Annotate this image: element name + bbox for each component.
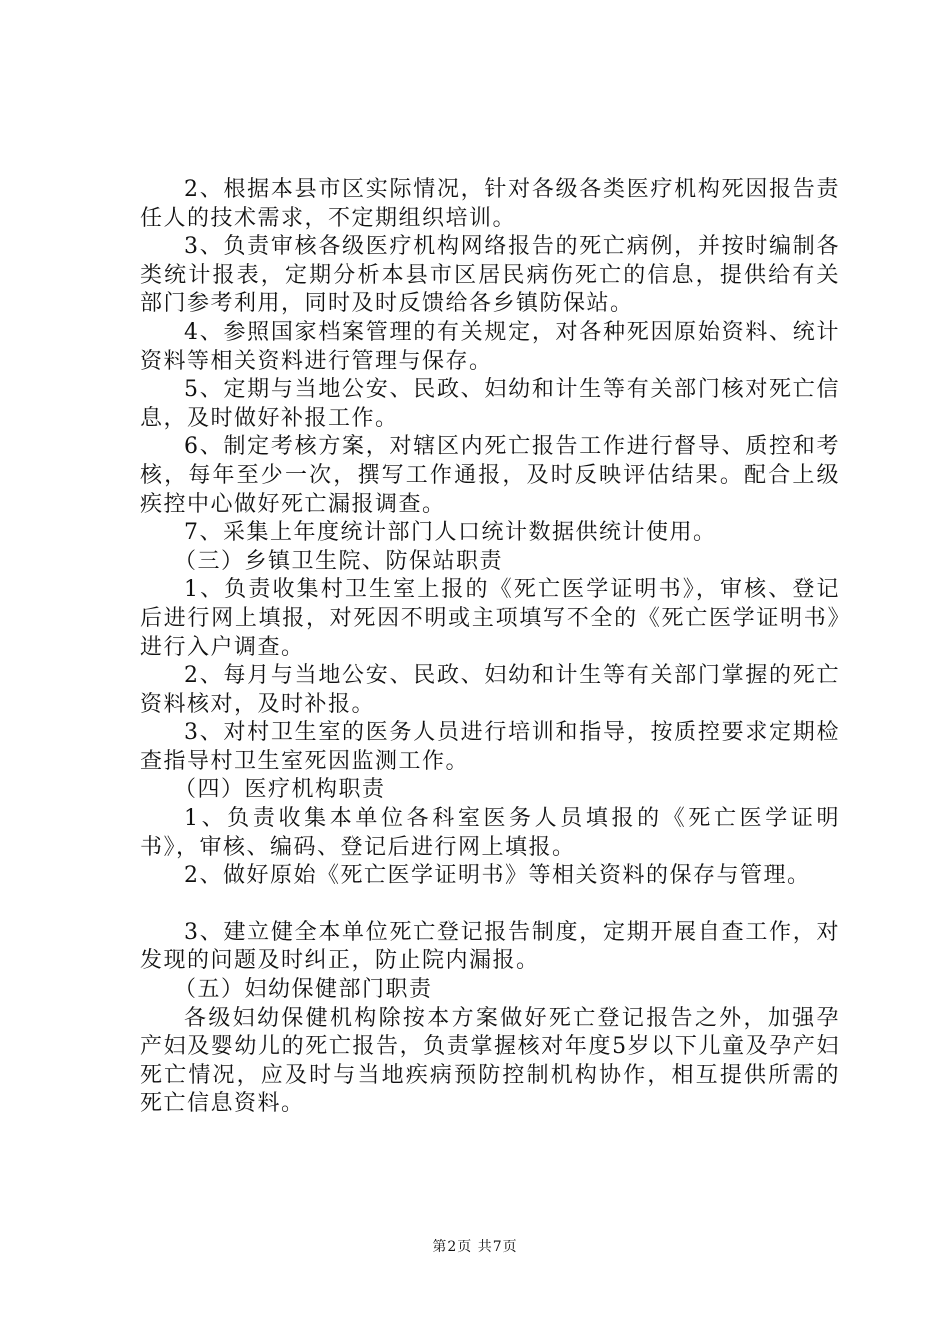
section3-item-3: 3、对村卫生室的医务人员进行培训和指导，按质控要求定期检查指导村卫生室死因监测工作。 bbox=[140, 720, 840, 774]
paragraph-item-2: 2、根据本县市区实际情况，针对各级各类医疗机构死因报告责任人的技术需求，不定期组织培训。 bbox=[140, 177, 840, 231]
paragraph-item-3: 3、负责审核各级医疗机构网络报告的死亡病例，并按时编制各类统计报表，定期分析本县市区居民病伤死亡的信息，提供给有关部门参考利用，同时及时反馈给各乡镇防保站。 bbox=[140, 234, 840, 317]
section-heading-5: （五）妇幼保健部门职责 bbox=[174, 977, 433, 1003]
section3-item-1: 1、负责收集村卫生室上报的《死亡医学证明书》，审核、登记后进行网上填报，对死因不明或主项填写不全的《死亡医学证明书》进行入户调查。 bbox=[140, 577, 840, 660]
section4-item-1: 1、负责收集本单位各科室医务人员填报的《死亡医学证明书》，审核、编码、登记后进行网上填报。 bbox=[140, 806, 840, 860]
section-heading-4: （四）医疗机构职责 bbox=[174, 777, 386, 803]
section3-item-2: 2、每月与当地公安、民政、妇幼和计生等有关部门掌握的死亡资料核对，及时补报。 bbox=[140, 663, 840, 717]
paragraph-item-7: 7、采集上年度统计部门人口统计数据供统计使用。 bbox=[184, 520, 717, 546]
paragraph-item-5: 5、定期与当地公安、民政、妇幼和计生等有关部门核对死亡信息，及时做好补报工作。 bbox=[140, 377, 840, 431]
paragraph-item-4: 4、参照国家档案管理的有关规定，对各种死因原始资料、统计资料等相关资料进行管理与保存。 bbox=[140, 319, 840, 374]
page-footer bbox=[0, 1238, 950, 1256]
section4-item-2: 2、做好原始《死亡医学证明书》等相关资料的保存与管理。 bbox=[184, 863, 811, 889]
section5-item-1: 各级妇幼保健机构除按本方案做好死亡登记报告之外，加强孕产妇及婴幼儿的死亡报告，负责掌握核对年度5岁以下儿童及孕产妇死亡情况，应及时与当地疾病预防控制机构协作，相互提供所需的死亡信息资料。 bbox=[140, 1005, 840, 1117]
section4-item-3: 3、建立健全本单位死亡登记报告制度，定期开展自查工作，对发现的问题及时纠正，防止院内漏报。 bbox=[140, 919, 840, 974]
paragraph-item-6: 6、制定考核方案，对辖区内死亡报告工作进行督导、质控和考核，每年至少一次，撰写工作通报，及时反映评估结果。配合上级疾控中心做好死亡漏报调查。 bbox=[140, 434, 840, 517]
document-body bbox=[140, 176, 840, 1119]
section-heading-3: （三）乡镇卫生院、防保站职责 bbox=[174, 548, 504, 574]
page-indicator: 第2页 共7页 bbox=[432, 1239, 518, 1255]
